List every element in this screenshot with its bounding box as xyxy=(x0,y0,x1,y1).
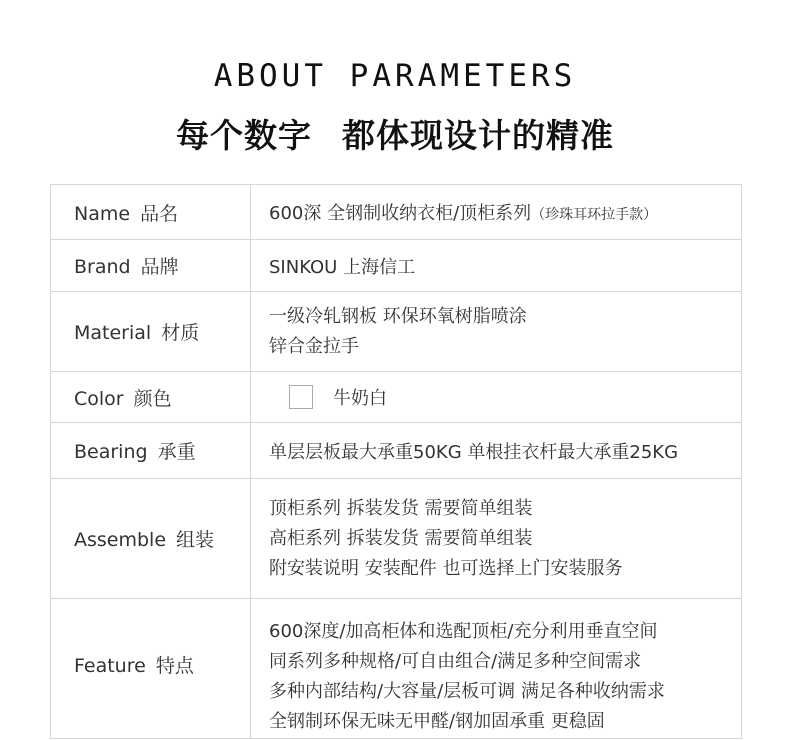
label-en: Material xyxy=(74,322,152,344)
feature-line: 多种内部结构/大容量/层板可调 满足各种收纳需求 xyxy=(269,681,665,702)
table-row-name xyxy=(51,185,742,240)
row-value-assemble xyxy=(251,479,742,599)
row-label-bearing xyxy=(51,423,251,479)
label-cn: 品牌 xyxy=(140,256,179,278)
title-cn-part2: 都体现设计的精准 xyxy=(342,116,614,155)
section-title-en: ABOUT PARAMETERS xyxy=(213,58,577,94)
table-row-material xyxy=(51,292,742,372)
label-en: Brand xyxy=(74,256,131,278)
label-cn: 品名 xyxy=(140,202,179,225)
table-row-bearing xyxy=(51,423,742,479)
row-label-material xyxy=(51,292,251,372)
row-value-material xyxy=(251,292,742,372)
product-name: 600深 全钢制收纳衣柜/顶柜系列 xyxy=(269,203,532,224)
label-en: Color xyxy=(74,387,124,410)
row-label-color xyxy=(51,372,251,423)
label-cn: 材质 xyxy=(161,322,200,344)
material-line: 锌合金拉手 xyxy=(269,335,359,357)
row-value-bearing: 单层层板最大承重50KG 单根挂衣杆最大承重25KG xyxy=(251,423,742,479)
section-title-cn xyxy=(0,110,790,157)
assemble-line: 附安装说明 安装配件 也可选择上门安装服务 xyxy=(269,557,623,579)
label-en: Assemble xyxy=(74,529,167,551)
row-label-feature xyxy=(51,599,251,739)
label-en: Feature xyxy=(74,655,146,677)
label-cn: 颜色 xyxy=(133,387,172,410)
table-row-brand xyxy=(51,240,742,292)
row-label-name xyxy=(51,185,251,240)
feature-line: 全钢制环保无味无甲醛/钢加固承重 更稳固 xyxy=(269,711,605,732)
label-cn: 承重 xyxy=(157,441,196,463)
table-row-feature xyxy=(51,599,742,739)
label-cn: 组装 xyxy=(176,529,215,551)
material-line: 一级冷轧钢板 环保环氧树脂喷涂 xyxy=(269,305,527,327)
color-swatch xyxy=(289,385,313,409)
row-value-feature xyxy=(251,599,742,739)
parameters-table xyxy=(50,184,742,739)
product-name-note: （珍珠耳环拉手款） xyxy=(531,207,658,223)
assemble-line: 高柜系列 拆装发货 需要简单组装 xyxy=(269,527,533,549)
table-row-assemble xyxy=(51,479,742,599)
assemble-line: 顶柜系列 拆装发货 需要简单组装 xyxy=(269,497,533,519)
feature-line: 同系列多种规格/可自由组合/满足多种空间需求 xyxy=(269,651,642,672)
row-label-assemble xyxy=(51,479,251,599)
color-name: 牛奶白 xyxy=(333,388,387,409)
label-en: Bearing xyxy=(74,441,148,463)
label-en: Name xyxy=(74,202,131,225)
row-value-brand: SINKOU 上海信工 xyxy=(251,240,742,292)
label-cn: 特点 xyxy=(155,655,194,677)
table-row-color xyxy=(51,372,742,423)
row-label-brand xyxy=(51,240,251,292)
feature-line: 600深度/加高柜体和选配顶柜/充分利用垂直空间 xyxy=(269,621,658,642)
row-value-color xyxy=(251,372,742,423)
row-value-name xyxy=(251,185,742,240)
title-cn-part1: 每个数字 xyxy=(176,116,312,155)
